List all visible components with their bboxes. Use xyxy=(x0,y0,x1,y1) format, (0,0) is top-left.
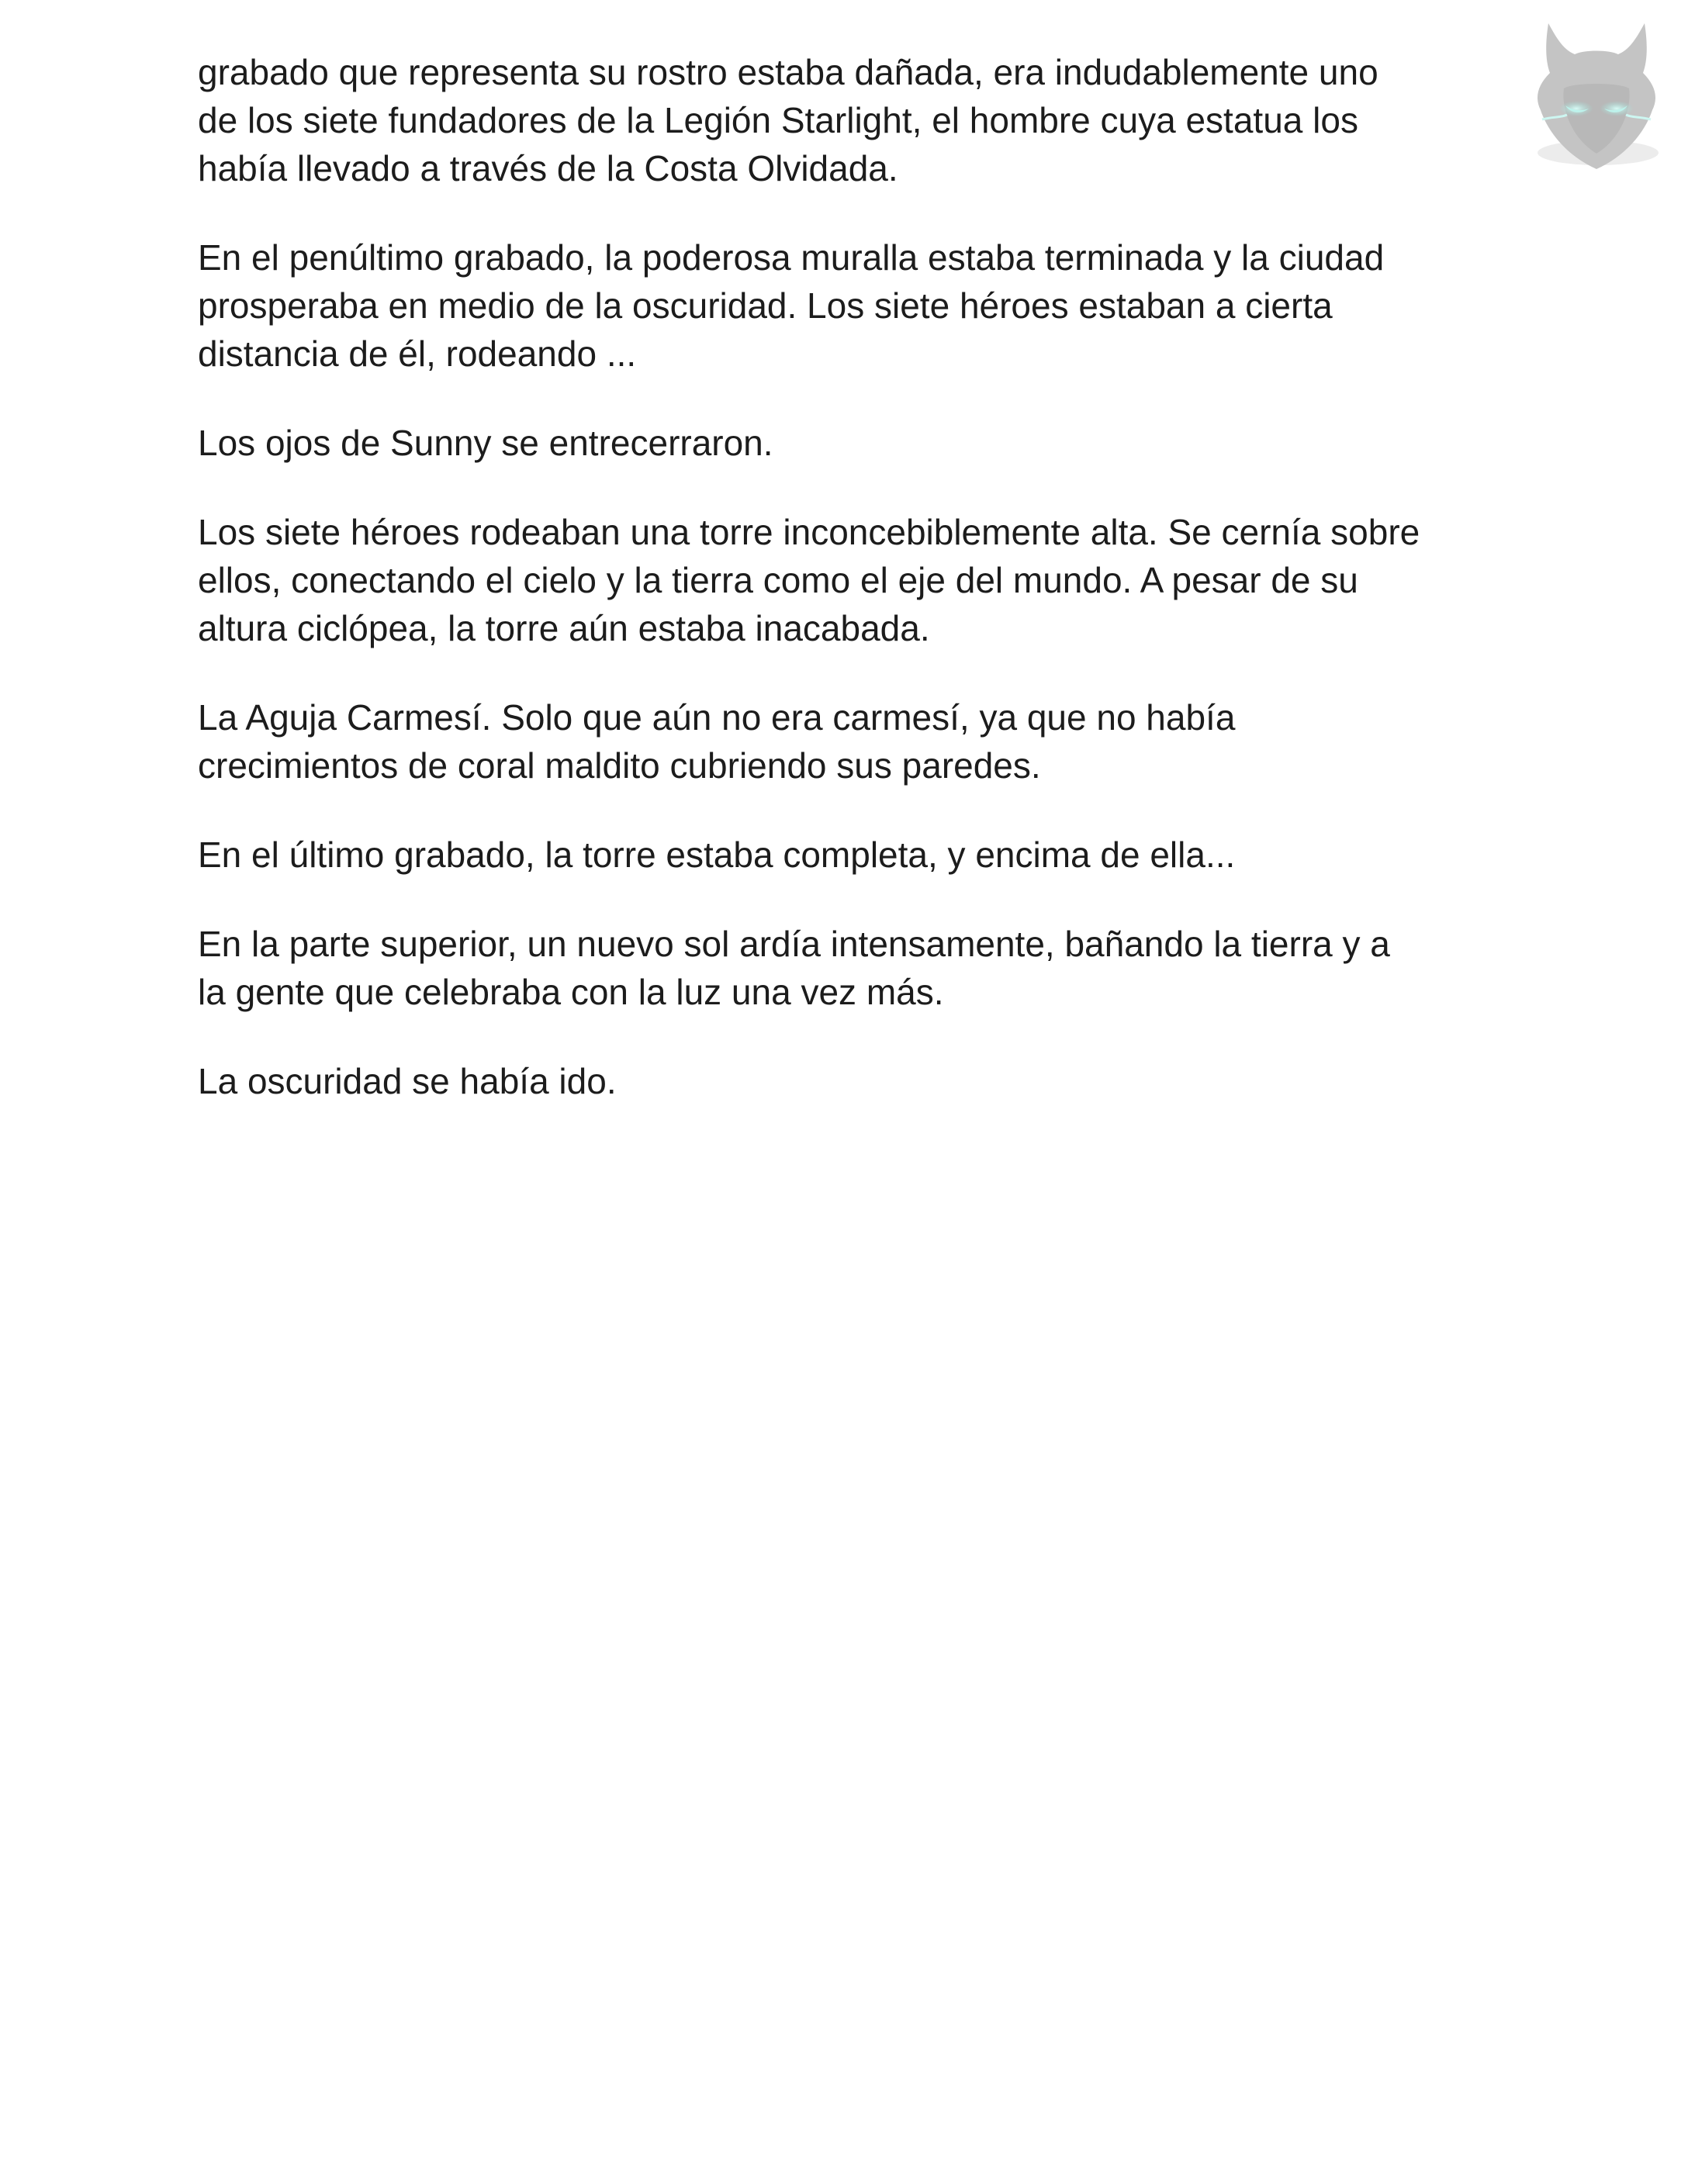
paragraph: Los ojos de Sunny se entrecerraron. xyxy=(198,423,773,463)
paragraph: Los siete héroes rodeaban una torre inconcebiblemente alta. Se cernía sobre ellos, conectando el cielo y la tierra como el eje del mundo. A pesar de su altura ciclópea, la torre aún estaba inacabada. xyxy=(198,512,1420,648)
demon-mask-icon xyxy=(1527,17,1666,180)
paragraph: grabado que representa su rostro estaba dañada, era indudablemente uno de los siete fundadores de la Legión Starlight, el hombre cuya estatua los había llevado a través de la Costa Olvidada. xyxy=(198,52,1378,188)
paragraph: La Aguja Carmesí. Solo que aún no era carmesí, ya que no había crecimientos de coral maldito cubriendo sus paredes. xyxy=(198,697,1236,786)
paragraph: En la parte superior, un nuevo sol ardía intensamente, bañando la tierra y a la gente que celebraba con la luz una vez más. xyxy=(198,924,1390,1012)
document-text xyxy=(198,48,1517,1146)
paragraph: En el último grabado, la torre estaba completa, y encima de ella... xyxy=(198,835,1236,875)
paragraph: En el penúltimo grabado, la poderosa muralla estaba terminada y la ciudad prosperaba en medio de la oscuridad. Los siete héroes estaban a cierta distancia de él, rodeando ... xyxy=(198,237,1385,374)
paragraph: La oscuridad se había ido. xyxy=(198,1061,617,1101)
